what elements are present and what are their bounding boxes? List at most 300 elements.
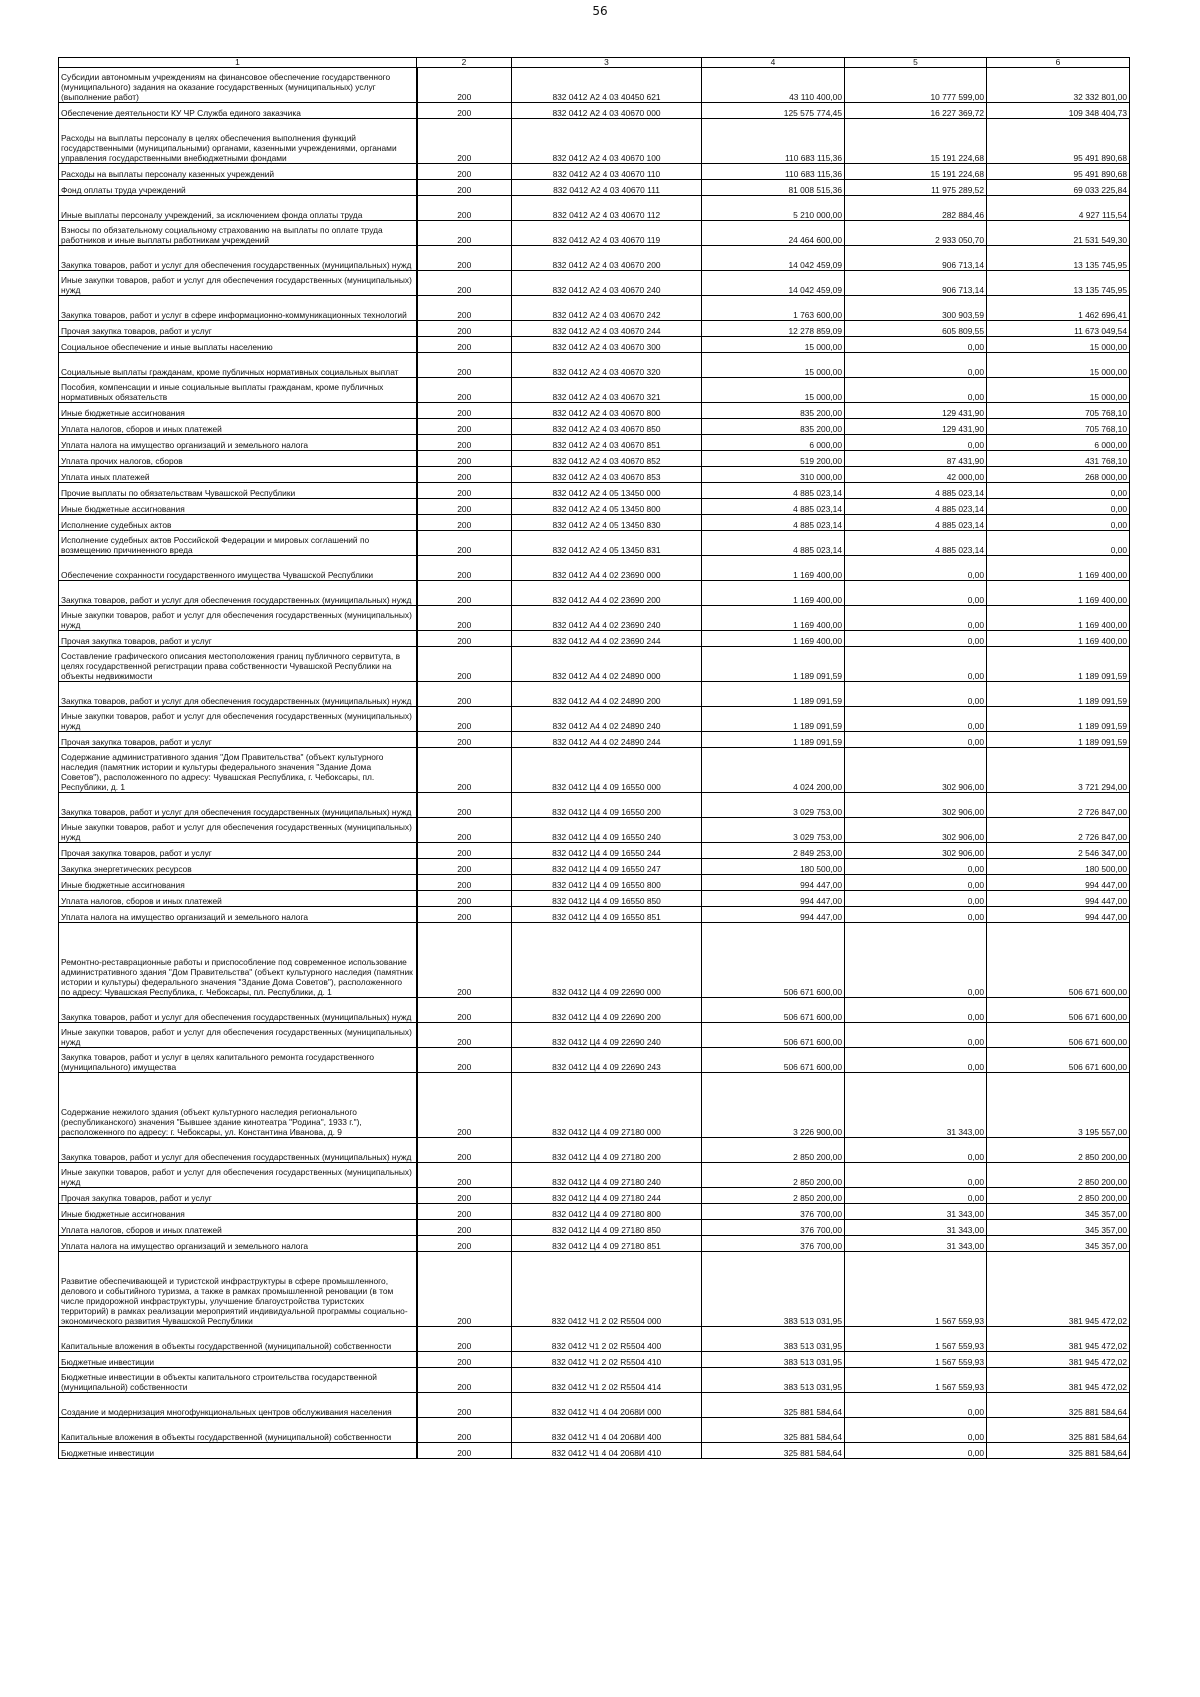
row-name-cell: Иные закупки товаров, работ и услуг для обеспечения государственных (муниципальных) нужд — [59, 1163, 417, 1188]
row-approved-amount-cell: 110 683 115,36 — [702, 164, 845, 180]
row-unexecuted-amount-cell: 325 881 584,64 — [987, 1443, 1130, 1459]
row-code-cell: 200 — [417, 581, 512, 606]
row-unexecuted-amount-cell: 994 447,00 — [987, 875, 1130, 891]
row-unexecuted-amount-cell: 506 671 600,00 — [987, 1048, 1130, 1073]
table-row — [59, 818, 1130, 843]
row-approved-amount-cell: 3 226 900,00 — [702, 1073, 845, 1138]
row-executed-amount-cell: 129 431,90 — [845, 419, 987, 435]
row-code-cell: 200 — [417, 1138, 512, 1163]
row-name-cell: Пособия, компенсации и иные социальные выплаты гражданам, кроме публичных нормативных обязательств — [59, 378, 417, 403]
row-classification-cell: 832 0412 Ц4 4 09 27180 200 — [512, 1138, 702, 1163]
row-name-cell: Закупка товаров, работ и услуг для обеспечения государственных (муниципальных) нужд — [59, 1138, 417, 1163]
row-executed-amount-cell: 4 885 023,14 — [845, 515, 987, 531]
table-row — [59, 1163, 1130, 1188]
row-approved-amount-cell: 506 671 600,00 — [702, 1023, 845, 1048]
row-code-cell: 200 — [417, 321, 512, 337]
row-unexecuted-amount-cell: 0,00 — [987, 515, 1130, 531]
row-executed-amount-cell: 0,00 — [845, 1393, 987, 1418]
row-approved-amount-cell: 376 700,00 — [702, 1236, 845, 1252]
row-unexecuted-amount-cell: 1 169 400,00 — [987, 606, 1130, 631]
row-code-cell: 200 — [417, 180, 512, 196]
row-name-cell: Иные бюджетные ассигнования — [59, 1204, 417, 1220]
row-code-cell: 200 — [417, 556, 512, 581]
row-unexecuted-amount-cell: 3 195 557,00 — [987, 1073, 1130, 1138]
row-unexecuted-amount-cell: 2 850 200,00 — [987, 1188, 1130, 1204]
row-unexecuted-amount-cell: 994 447,00 — [987, 907, 1130, 923]
row-executed-amount-cell: 31 343,00 — [845, 1204, 987, 1220]
row-classification-cell: 832 0412 А2 4 05 13450 000 — [512, 483, 702, 499]
row-code-cell: 200 — [417, 296, 512, 321]
row-unexecuted-amount-cell: 1 189 091,59 — [987, 647, 1130, 682]
row-unexecuted-amount-cell: 381 945 472,02 — [987, 1327, 1130, 1352]
row-name-cell: Иные бюджетные ассигнования — [59, 875, 417, 891]
table-row — [59, 103, 1130, 119]
row-executed-amount-cell: 0,00 — [845, 682, 987, 707]
table-row — [59, 1220, 1130, 1236]
row-classification-cell: 832 0412 А4 4 02 24890 000 — [512, 647, 702, 682]
row-classification-cell: 832 0412 Ц4 4 09 16550 240 — [512, 818, 702, 843]
row-unexecuted-amount-cell: 1 189 091,59 — [987, 682, 1130, 707]
table-row — [59, 581, 1130, 606]
row-classification-cell: 832 0412 А2 4 03 40670 240 — [512, 271, 702, 296]
row-executed-amount-cell: 300 903,59 — [845, 296, 987, 321]
row-code-cell: 200 — [417, 119, 512, 164]
row-code-cell: 200 — [417, 1188, 512, 1204]
row-code-cell: 200 — [417, 515, 512, 531]
row-classification-cell: 832 0412 А4 4 02 24890 244 — [512, 732, 702, 748]
row-approved-amount-cell: 12 278 859,09 — [702, 321, 845, 337]
table-row — [59, 907, 1130, 923]
row-executed-amount-cell: 0,00 — [845, 353, 987, 378]
row-approved-amount-cell: 2 850 200,00 — [702, 1138, 845, 1163]
row-executed-amount-cell: 0,00 — [845, 732, 987, 748]
row-executed-amount-cell: 31 343,00 — [845, 1073, 987, 1138]
row-code-cell: 200 — [417, 1252, 512, 1327]
column-header-6: 6 — [987, 58, 1130, 68]
row-approved-amount-cell: 383 513 031,95 — [702, 1352, 845, 1368]
row-code-cell: 200 — [417, 68, 512, 103]
row-executed-amount-cell: 87 431,90 — [845, 451, 987, 467]
row-approved-amount-cell: 6 000,00 — [702, 435, 845, 451]
row-classification-cell: 832 0412 А2 4 03 40670 320 — [512, 353, 702, 378]
table-row — [59, 1048, 1130, 1073]
row-unexecuted-amount-cell: 109 348 404,73 — [987, 103, 1130, 119]
row-approved-amount-cell: 1 169 400,00 — [702, 581, 845, 606]
row-unexecuted-amount-cell: 3 721 294,00 — [987, 748, 1130, 793]
row-code-cell: 200 — [417, 499, 512, 515]
row-name-cell: Закупка энергетических ресурсов — [59, 859, 417, 875]
row-name-cell: Обеспечение сохранности государственного имущества Чувашской Республики — [59, 556, 417, 581]
row-classification-cell: 832 0412 А2 4 03 40670 111 — [512, 180, 702, 196]
row-classification-cell: 832 0412 А2 4 03 40670 300 — [512, 337, 702, 353]
table-row — [59, 499, 1130, 515]
row-code-cell: 200 — [417, 859, 512, 875]
row-unexecuted-amount-cell: 180 500,00 — [987, 859, 1130, 875]
row-approved-amount-cell: 1 169 400,00 — [702, 556, 845, 581]
row-classification-cell: 832 0412 Ц4 4 09 22690 243 — [512, 1048, 702, 1073]
row-executed-amount-cell: 15 191 224,68 — [845, 119, 987, 164]
row-name-cell: Иные закупки товаров, работ и услуг для обеспечения государственных (муниципальных) нужд — [59, 818, 417, 843]
row-code-cell: 200 — [417, 923, 512, 998]
row-classification-cell: 832 0412 А2 4 05 13450 800 — [512, 499, 702, 515]
row-classification-cell: 832 0412 А2 4 03 40450 621 — [512, 68, 702, 103]
table-row — [59, 556, 1130, 581]
row-unexecuted-amount-cell: 15 000,00 — [987, 378, 1130, 403]
row-name-cell: Прочая закупка товаров, работ и услуг — [59, 1188, 417, 1204]
row-classification-cell: 832 0412 А2 4 03 40670 110 — [512, 164, 702, 180]
row-approved-amount-cell: 506 671 600,00 — [702, 998, 845, 1023]
row-name-cell: Капитальные вложения в объекты государственной (муниципальной) собственности — [59, 1327, 417, 1352]
row-executed-amount-cell: 0,00 — [845, 1023, 987, 1048]
table-row — [59, 296, 1130, 321]
row-classification-cell: 832 0412 А4 4 02 24890 240 — [512, 707, 702, 732]
row-approved-amount-cell: 14 042 459,09 — [702, 246, 845, 271]
row-code-cell: 200 — [417, 748, 512, 793]
row-code-cell: 200 — [417, 403, 512, 419]
row-approved-amount-cell: 376 700,00 — [702, 1204, 845, 1220]
row-classification-cell: 832 0412 А4 4 02 23690 000 — [512, 556, 702, 581]
row-executed-amount-cell: 0,00 — [845, 337, 987, 353]
row-code-cell: 200 — [417, 682, 512, 707]
row-approved-amount-cell: 24 464 600,00 — [702, 221, 845, 246]
row-executed-amount-cell: 0,00 — [845, 998, 987, 1023]
row-classification-cell: 832 0412 Ц4 4 09 16550 850 — [512, 891, 702, 907]
row-unexecuted-amount-cell: 6 000,00 — [987, 435, 1130, 451]
row-approved-amount-cell: 506 671 600,00 — [702, 923, 845, 998]
row-classification-cell: 832 0412 А2 4 03 40670 200 — [512, 246, 702, 271]
row-approved-amount-cell: 3 029 753,00 — [702, 793, 845, 818]
row-executed-amount-cell: 0,00 — [845, 1163, 987, 1188]
row-executed-amount-cell: 0,00 — [845, 707, 987, 732]
row-code-cell: 200 — [417, 451, 512, 467]
row-executed-amount-cell: 0,00 — [845, 631, 987, 647]
table-row — [59, 1138, 1130, 1163]
row-code-cell: 200 — [417, 1220, 512, 1236]
table-row — [59, 451, 1130, 467]
row-code-cell: 200 — [417, 818, 512, 843]
table-row — [59, 732, 1130, 748]
row-executed-amount-cell: 0,00 — [845, 556, 987, 581]
row-unexecuted-amount-cell: 2 726 847,00 — [987, 818, 1130, 843]
row-name-cell: Бюджетные инвестиции в объекты капитального строительства государственной (муниципальной) собственности — [59, 1368, 417, 1393]
row-approved-amount-cell: 1 189 091,59 — [702, 682, 845, 707]
row-approved-amount-cell: 325 881 584,64 — [702, 1418, 845, 1443]
row-name-cell: Составление графического описания местоположения границ публичного сервитута, в целях государственной регистрации права собственности Чувашской Республики на объекты недвижимости — [59, 647, 417, 682]
row-code-cell: 200 — [417, 732, 512, 748]
table-row — [59, 1443, 1130, 1459]
table-row — [59, 1418, 1130, 1443]
row-name-cell: Прочая закупка товаров, работ и услуг — [59, 843, 417, 859]
row-unexecuted-amount-cell: 15 000,00 — [987, 353, 1130, 378]
row-executed-amount-cell: 0,00 — [845, 891, 987, 907]
row-approved-amount-cell: 835 200,00 — [702, 403, 845, 419]
row-executed-amount-cell: 0,00 — [845, 923, 987, 998]
row-classification-cell: 832 0412 А2 4 03 40670 853 — [512, 467, 702, 483]
row-executed-amount-cell: 302 906,00 — [845, 818, 987, 843]
row-classification-cell: 832 0412 А2 4 03 40670 112 — [512, 196, 702, 221]
row-unexecuted-amount-cell: 15 000,00 — [987, 337, 1130, 353]
budget-execution-table — [58, 57, 1130, 1459]
row-code-cell: 200 — [417, 707, 512, 732]
row-unexecuted-amount-cell: 69 033 225,84 — [987, 180, 1130, 196]
row-name-cell: Прочие выплаты по обязательствам Чувашской Республики — [59, 483, 417, 499]
row-name-cell: Уплата налогов, сборов и иных платежей — [59, 891, 417, 907]
row-executed-amount-cell: 1 567 559,93 — [845, 1327, 987, 1352]
table-row — [59, 180, 1130, 196]
row-unexecuted-amount-cell: 381 945 472,02 — [987, 1368, 1130, 1393]
table-row — [59, 1204, 1130, 1220]
row-executed-amount-cell: 302 906,00 — [845, 793, 987, 818]
table-row — [59, 682, 1130, 707]
row-unexecuted-amount-cell: 2 726 847,00 — [987, 793, 1130, 818]
row-code-cell: 200 — [417, 1418, 512, 1443]
table-row — [59, 164, 1130, 180]
row-approved-amount-cell: 519 200,00 — [702, 451, 845, 467]
row-code-cell: 200 — [417, 221, 512, 246]
row-name-cell: Субсидии автономным учреждениям на финансовое обеспечение государственного (муниципального) задания на оказание государственных (муниципальных) услуг (выполнение работ) — [59, 68, 417, 103]
row-name-cell: Иные закупки товаров, работ и услуг для обеспечения государственных (муниципальных) нужд — [59, 707, 417, 732]
row-name-cell: Закупка товаров, работ и услуг в сфере информационно-коммуникационных технологий — [59, 296, 417, 321]
table-row — [59, 707, 1130, 732]
row-code-cell: 200 — [417, 1352, 512, 1368]
row-code-cell: 200 — [417, 271, 512, 296]
table-body — [59, 68, 1130, 1459]
row-name-cell: Бюджетные инвестиции — [59, 1443, 417, 1459]
row-unexecuted-amount-cell: 268 000,00 — [987, 467, 1130, 483]
row-classification-cell: 832 0412 А2 4 03 40670 244 — [512, 321, 702, 337]
row-classification-cell: 832 0412 А2 4 03 40670 800 — [512, 403, 702, 419]
row-code-cell: 200 — [417, 793, 512, 818]
row-unexecuted-amount-cell: 13 135 745,95 — [987, 271, 1130, 296]
row-name-cell: Развитие обеспечивающей и туристской инфраструктуры в сфере промышленного, делового и событийного туризма, а также в рамках промышленной реновации (в том числе придорожной инфраструктуры, улучшение благоустройства туристских территорий) в рамках реализации мероприятий индивидуальной программы социально-экономического развития Чувашской Республики — [59, 1252, 417, 1327]
row-approved-amount-cell: 81 008 515,36 — [702, 180, 845, 196]
column-header-4: 4 — [702, 58, 845, 68]
row-name-cell: Уплата налога на имущество организаций и земельного налога — [59, 907, 417, 923]
row-name-cell: Исполнение судебных актов Российской Федерации и мировых соглашений по возмещению причиненного вреда — [59, 531, 417, 556]
row-code-cell: 200 — [417, 1393, 512, 1418]
row-approved-amount-cell: 1 189 091,59 — [702, 707, 845, 732]
row-executed-amount-cell: 4 885 023,14 — [845, 499, 987, 515]
row-classification-cell: 832 0412 Ц4 4 09 22690 240 — [512, 1023, 702, 1048]
row-classification-cell: 832 0412 А2 4 03 40670 242 — [512, 296, 702, 321]
table-row — [59, 748, 1130, 793]
row-approved-amount-cell: 4 024 200,00 — [702, 748, 845, 793]
table-row — [59, 793, 1130, 818]
row-executed-amount-cell: 0,00 — [845, 1188, 987, 1204]
row-name-cell: Уплата прочих налогов, сборов — [59, 451, 417, 467]
row-unexecuted-amount-cell: 1 169 400,00 — [987, 631, 1130, 647]
row-classification-cell: 832 0412 Ц4 4 09 22690 200 — [512, 998, 702, 1023]
row-classification-cell: 832 0412 А2 4 03 40670 851 — [512, 435, 702, 451]
row-code-cell: 200 — [417, 1443, 512, 1459]
table-row — [59, 606, 1130, 631]
row-classification-cell: 832 0412 А2 4 03 40670 119 — [512, 221, 702, 246]
row-executed-amount-cell: 1 567 559,93 — [845, 1352, 987, 1368]
table-row — [59, 1236, 1130, 1252]
row-name-cell: Закупка товаров, работ и услуг для обеспечения государственных (муниципальных) нужд — [59, 246, 417, 271]
row-unexecuted-amount-cell: 705 768,10 — [987, 403, 1130, 419]
row-code-cell: 200 — [417, 378, 512, 403]
row-code-cell: 200 — [417, 164, 512, 180]
table-row — [59, 119, 1130, 164]
row-unexecuted-amount-cell: 1 189 091,59 — [987, 707, 1130, 732]
row-classification-cell: 832 0412 А2 4 03 40670 000 — [512, 103, 702, 119]
row-name-cell: Закупка товаров, работ и услуг для обеспечения государственных (муниципальных) нужд — [59, 682, 417, 707]
row-classification-cell: 832 0412 Ц4 4 09 16550 000 — [512, 748, 702, 793]
row-unexecuted-amount-cell: 506 671 600,00 — [987, 923, 1130, 998]
row-name-cell: Расходы на выплаты персоналу в целях обеспечения выполнения функций государственными (муниципальными) органами, казенными учреждениями, органами управления государственными внебюджетными фондами — [59, 119, 417, 164]
row-unexecuted-amount-cell: 2 850 200,00 — [987, 1138, 1130, 1163]
row-executed-amount-cell: 10 777 599,00 — [845, 68, 987, 103]
row-unexecuted-amount-cell: 325 881 584,64 — [987, 1393, 1130, 1418]
row-name-cell: Уплата налога на имущество организаций и земельного налога — [59, 435, 417, 451]
table-row — [59, 435, 1130, 451]
row-classification-cell: 832 0412 Ц4 4 09 22690 000 — [512, 923, 702, 998]
row-unexecuted-amount-cell: 0,00 — [987, 499, 1130, 515]
table-row — [59, 1327, 1130, 1352]
row-code-cell: 200 — [417, 891, 512, 907]
row-unexecuted-amount-cell: 381 945 472,02 — [987, 1352, 1130, 1368]
row-approved-amount-cell: 1 169 400,00 — [702, 631, 845, 647]
table-row — [59, 467, 1130, 483]
row-name-cell: Закупка товаров, работ и услуг в целях капитального ремонта государственного (муниципального) имущества — [59, 1048, 417, 1073]
column-number-row — [59, 58, 1130, 68]
row-executed-amount-cell: 0,00 — [845, 1418, 987, 1443]
row-name-cell: Обеспечение деятельности КУ ЧР Служба единого заказчика — [59, 103, 417, 119]
row-code-cell: 200 — [417, 875, 512, 891]
table-row — [59, 875, 1130, 891]
row-classification-cell: 832 0412 А2 4 05 13450 831 — [512, 531, 702, 556]
row-name-cell: Иные бюджетные ассигнования — [59, 403, 417, 419]
row-unexecuted-amount-cell: 705 768,10 — [987, 419, 1130, 435]
table-row — [59, 891, 1130, 907]
row-unexecuted-amount-cell: 21 531 549,30 — [987, 221, 1130, 246]
row-code-cell: 200 — [417, 631, 512, 647]
row-executed-amount-cell: 0,00 — [845, 378, 987, 403]
row-code-cell: 200 — [417, 647, 512, 682]
table-row — [59, 843, 1130, 859]
row-unexecuted-amount-cell: 2 546 347,00 — [987, 843, 1130, 859]
row-approved-amount-cell: 43 110 400,00 — [702, 68, 845, 103]
row-approved-amount-cell: 2 850 200,00 — [702, 1188, 845, 1204]
row-unexecuted-amount-cell: 0,00 — [987, 483, 1130, 499]
row-approved-amount-cell: 1 763 600,00 — [702, 296, 845, 321]
table-row — [59, 647, 1130, 682]
row-unexecuted-amount-cell: 4 927 115,54 — [987, 196, 1130, 221]
table-row — [59, 68, 1130, 103]
row-name-cell: Создание и модернизация многофункциональных центров обслуживания населения — [59, 1393, 417, 1418]
table-row — [59, 1252, 1130, 1327]
table-row — [59, 419, 1130, 435]
row-approved-amount-cell: 310 000,00 — [702, 467, 845, 483]
table-row — [59, 483, 1130, 499]
row-name-cell: Ремонтно-реставрационные работы и приспособление под современное использование административного здания "Дом Правительства" (объект культурного наследия (памятник истории и культуры) федерального значения "Здание Дома Советов"), расположенного по адресу: Чувашская Республика, г. Чебоксары, пл. Республики, д. 1 — [59, 923, 417, 998]
row-code-cell: 200 — [417, 531, 512, 556]
row-approved-amount-cell: 2 850 200,00 — [702, 1163, 845, 1188]
row-unexecuted-amount-cell: 506 671 600,00 — [987, 998, 1130, 1023]
table-row — [59, 1352, 1130, 1368]
row-unexecuted-amount-cell: 95 491 890,68 — [987, 119, 1130, 164]
row-approved-amount-cell: 1 169 400,00 — [702, 606, 845, 631]
row-name-cell: Социальные выплаты гражданам, кроме публичных нормативных социальных выплат — [59, 353, 417, 378]
row-classification-cell: 832 0412 Ц4 4 09 16550 800 — [512, 875, 702, 891]
column-header-3: 3 — [512, 58, 702, 68]
row-name-cell: Закупка товаров, работ и услуг для обеспечения государственных (муниципальных) нужд — [59, 581, 417, 606]
row-approved-amount-cell: 994 447,00 — [702, 875, 845, 891]
row-code-cell: 200 — [417, 1048, 512, 1073]
table-row — [59, 1393, 1130, 1418]
row-classification-cell: 832 0412 Ц4 4 09 27180 240 — [512, 1163, 702, 1188]
row-name-cell: Уплата иных платежей — [59, 467, 417, 483]
row-classification-cell: 832 0412 Ч1 2 02 R5504 000 — [512, 1252, 702, 1327]
row-executed-amount-cell: 906 713,14 — [845, 271, 987, 296]
row-name-cell: Иные закупки товаров, работ и услуг для обеспечения государственных (муниципальных) нужд — [59, 1023, 417, 1048]
row-executed-amount-cell: 129 431,90 — [845, 403, 987, 419]
row-code-cell: 200 — [417, 419, 512, 435]
row-code-cell: 200 — [417, 843, 512, 859]
row-classification-cell: 832 0412 А4 4 02 24890 200 — [512, 682, 702, 707]
row-classification-cell: 832 0412 Ц4 4 09 27180 000 — [512, 1073, 702, 1138]
row-approved-amount-cell: 4 885 023,14 — [702, 483, 845, 499]
table-row — [59, 923, 1130, 998]
table-row — [59, 859, 1130, 875]
row-name-cell: Иные закупки товаров, работ и услуг для обеспечения государственных (муниципальных) нужд — [59, 606, 417, 631]
row-approved-amount-cell: 4 885 023,14 — [702, 515, 845, 531]
row-code-cell: 200 — [417, 1163, 512, 1188]
row-executed-amount-cell: 0,00 — [845, 606, 987, 631]
row-approved-amount-cell: 835 200,00 — [702, 419, 845, 435]
row-executed-amount-cell: 302 906,00 — [845, 748, 987, 793]
table-row — [59, 337, 1130, 353]
row-name-cell: Закупка товаров, работ и услуг для обеспечения государственных (муниципальных) нужд — [59, 793, 417, 818]
row-approved-amount-cell: 15 000,00 — [702, 378, 845, 403]
row-executed-amount-cell: 605 809,55 — [845, 321, 987, 337]
row-executed-amount-cell: 11 975 289,52 — [845, 180, 987, 196]
row-executed-amount-cell: 0,00 — [845, 1443, 987, 1459]
row-executed-amount-cell: 906 713,14 — [845, 246, 987, 271]
row-code-cell: 200 — [417, 1204, 512, 1220]
row-classification-cell: 832 0412 А4 4 02 23690 244 — [512, 631, 702, 647]
row-approved-amount-cell: 110 683 115,36 — [702, 119, 845, 164]
row-name-cell: Уплата налогов, сборов и иных платежей — [59, 419, 417, 435]
row-name-cell: Взносы по обязательному социальному страхованию на выплаты по оплате труда работников и иные выплаты работникам учреждений — [59, 221, 417, 246]
row-approved-amount-cell: 15 000,00 — [702, 353, 845, 378]
row-classification-cell: 832 0412 Ч1 4 04 2068И 410 — [512, 1443, 702, 1459]
table-row — [59, 353, 1130, 378]
row-approved-amount-cell: 180 500,00 — [702, 859, 845, 875]
row-executed-amount-cell: 15 191 224,68 — [845, 164, 987, 180]
row-executed-amount-cell: 302 906,00 — [845, 843, 987, 859]
table-row — [59, 1073, 1130, 1138]
row-code-cell: 200 — [417, 196, 512, 221]
row-unexecuted-amount-cell: 345 357,00 — [987, 1220, 1130, 1236]
row-unexecuted-amount-cell: 1 169 400,00 — [987, 556, 1130, 581]
column-header-1: 1 — [59, 58, 417, 68]
row-approved-amount-cell: 376 700,00 — [702, 1220, 845, 1236]
row-name-cell: Бюджетные инвестиции — [59, 1352, 417, 1368]
table-row — [59, 378, 1130, 403]
row-code-cell: 200 — [417, 1236, 512, 1252]
row-executed-amount-cell: 0,00 — [845, 875, 987, 891]
row-approved-amount-cell: 125 575 774,45 — [702, 103, 845, 119]
row-classification-cell: 832 0412 А2 4 03 40670 100 — [512, 119, 702, 164]
row-executed-amount-cell: 4 885 023,14 — [845, 483, 987, 499]
row-name-cell: Социальное обеспечение и иные выплаты населению — [59, 337, 417, 353]
row-approved-amount-cell: 3 029 753,00 — [702, 818, 845, 843]
table-row — [59, 221, 1130, 246]
row-code-cell: 200 — [417, 103, 512, 119]
table-row — [59, 403, 1130, 419]
